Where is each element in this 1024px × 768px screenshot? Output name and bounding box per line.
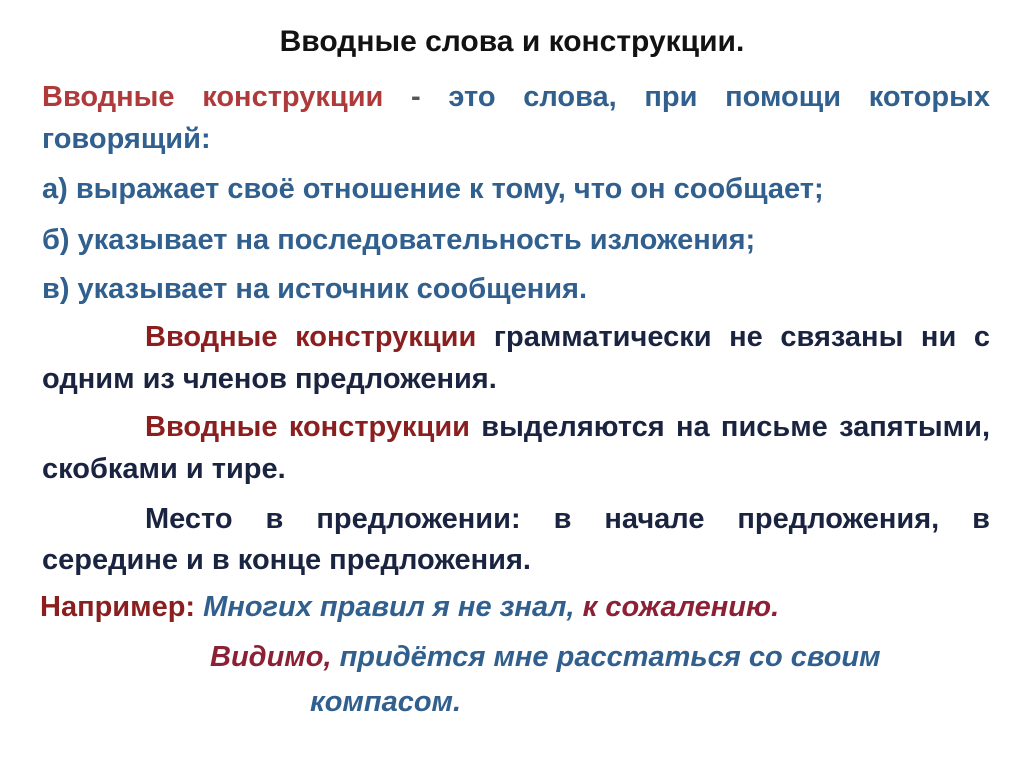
example-2-line-2: компасом. <box>310 686 462 718</box>
example-1-label: Например: <box>40 591 196 623</box>
position-line-1: Место в предложении: в начале предложения, в <box>145 503 990 535</box>
punctuation-term: Вводные конструкции <box>145 411 470 443</box>
example-1-line <box>40 587 990 627</box>
list-item-a: а) выражает своё отношение к тому, что он сообщает; <box>42 173 824 205</box>
position-line-2: середине и в конце предложения. <box>42 544 531 576</box>
definition-term: Вводные конструкции <box>42 81 384 113</box>
example-2-clause: придётся мне расстаться со своим <box>331 641 881 673</box>
grammar-line-1 <box>42 317 990 357</box>
slide-title: Вводные слова и конструкции. <box>279 25 745 58</box>
punctuation-rest: выделяются на письме запятыми, <box>470 411 991 443</box>
definition-line-2: говорящий: <box>42 123 211 155</box>
grammar-term: Вводные конструкции <box>145 321 477 353</box>
list-item-b: б) указывает на последовательность изложения; <box>42 224 756 256</box>
example-1-clause-blue: Многих правил я не знал, <box>195 591 575 623</box>
example-1-clause-red: к сожалению. <box>574 591 780 623</box>
grammar-line-2: одним из членов предложения. <box>42 363 497 395</box>
definition-line-1 <box>42 77 990 117</box>
list-item-c: в) указывает на источник сообщения. <box>42 273 588 305</box>
example-2-line-1 <box>210 637 990 677</box>
definition-dash: - <box>383 81 449 113</box>
punctuation-line-2: скобками и тире. <box>42 453 286 485</box>
punctuation-line-1 <box>42 407 990 447</box>
example-2-intro: Видимо, <box>210 641 332 673</box>
grammar-rest: грамматически не связаны ни с <box>476 321 991 353</box>
definition-rest: это слова, при помощи которых <box>448 81 990 113</box>
